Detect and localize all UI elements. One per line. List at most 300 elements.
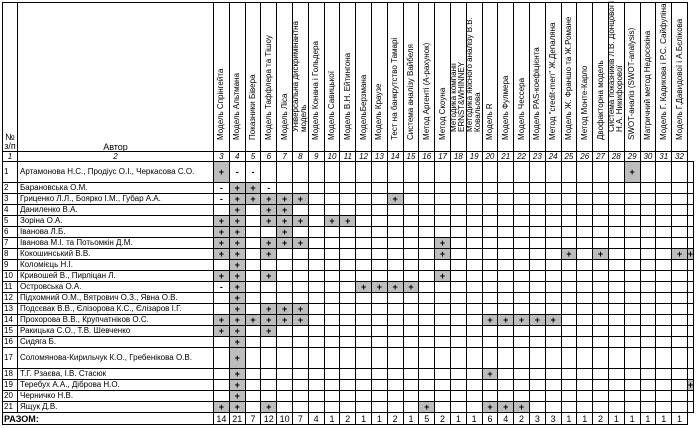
mark-cell: [608, 194, 624, 205]
index-cell-8: 8: [292, 152, 308, 162]
mark-cell: [214, 391, 230, 402]
mark-cell: [419, 260, 435, 271]
mark-cell: [387, 326, 403, 337]
mark-cell: [640, 205, 656, 216]
mark-cell: +: [672, 249, 688, 260]
method-name-4: Модель Таффлера та Тішоу: [263, 35, 273, 140]
mark-cell: [482, 238, 498, 249]
mark-cell: [261, 293, 277, 304]
mark-cell: [672, 238, 688, 249]
mark-cell: [292, 402, 308, 413]
mark-cell: [324, 326, 340, 337]
mark-cell: [466, 216, 482, 227]
mark-cell: [482, 293, 498, 304]
index-cell-16: 16: [419, 152, 435, 162]
method-name-2: Модель Альтмана: [232, 73, 242, 140]
mark-cell: [387, 238, 403, 249]
mark-cell: [687, 348, 693, 369]
mark-cell: +: [261, 402, 277, 413]
mark-cell: [308, 194, 324, 205]
mark-cell: [608, 260, 624, 271]
total-cell-22: 3: [545, 413, 561, 425]
mark-cell: [593, 348, 609, 369]
mark-cell: [387, 391, 403, 402]
mark-cell: [403, 162, 419, 183]
mark-cell: [340, 348, 356, 369]
mark-cell: [687, 282, 693, 293]
mark-cell: [245, 304, 261, 315]
mark-cell: [435, 282, 451, 293]
mark-cell: [545, 369, 561, 380]
mark-cell: [308, 271, 324, 282]
mark-cell: [435, 380, 451, 391]
mark-cell: [498, 194, 514, 205]
mark-cell: [514, 282, 530, 293]
mark-cell: [371, 380, 387, 391]
mark-cell: -: [214, 194, 230, 205]
total-cell-11: 1: [371, 413, 387, 425]
mark-cell: -: [214, 183, 230, 194]
mark-cell: +: [229, 391, 245, 402]
mark-cell: [514, 238, 530, 249]
total-cell-4: 12: [261, 413, 277, 425]
mark-cell: [324, 293, 340, 304]
index-cell-10: 10: [324, 152, 340, 162]
mark-cell: [261, 369, 277, 380]
mark-cell: [292, 162, 308, 183]
mark-cell: +: [214, 402, 230, 413]
mark-cell: [245, 205, 261, 216]
mark-cell: [608, 369, 624, 380]
method-name-1: Модель Спрінгейта: [216, 68, 226, 140]
mark-cell: [214, 205, 230, 216]
mark-cell: +: [292, 238, 308, 249]
mark-cell: [466, 183, 482, 194]
mark-cell: +: [292, 315, 308, 326]
mark-cell: [466, 348, 482, 369]
table-row: [3, 337, 694, 348]
mark-cell: [624, 205, 640, 216]
mark-cell: [577, 260, 593, 271]
total-cell-1: 14: [214, 413, 230, 425]
method-name-16: Методика компанії ERNST&WHINNEY: [449, 61, 467, 132]
table-row: [3, 249, 694, 260]
mark-cell: [640, 194, 656, 205]
mark-cell: [324, 194, 340, 205]
mark-cell: [245, 282, 261, 293]
mark-cell: [687, 271, 693, 282]
method-name-13: Система аналізу Вайбеля: [405, 44, 415, 140]
mark-cell: +: [292, 194, 308, 205]
mark-cell: [324, 369, 340, 380]
mark-cell: [403, 391, 419, 402]
mark-cell: [624, 348, 640, 369]
mark-cell: [608, 391, 624, 402]
mark-cell: +: [403, 282, 419, 293]
mark-cell: [514, 194, 530, 205]
mark-cell: [450, 249, 466, 260]
mark-cell: [593, 315, 609, 326]
index-cell-30: 30: [640, 152, 656, 162]
mark-cell: +: [387, 194, 403, 205]
mark-cell: [214, 260, 230, 271]
mark-cell: [356, 348, 372, 369]
row-number: 12: [3, 293, 18, 304]
mark-cell: [419, 194, 435, 205]
method-header-7: [308, 3, 324, 152]
mark-cell: [672, 216, 688, 227]
method-header-12: [387, 3, 403, 152]
mark-cell: [403, 227, 419, 238]
mark-cell: [561, 315, 577, 326]
mark-cell: [403, 380, 419, 391]
method-name-12: Тест на банкрутство Тамарі: [390, 37, 400, 140]
header-row: [3, 3, 694, 152]
row-number: 9: [3, 260, 18, 271]
mark-cell: [450, 205, 466, 216]
mark-cell: [466, 271, 482, 282]
mark-cell: +: [277, 205, 293, 216]
mark-cell: [687, 260, 693, 271]
mark-cell: [656, 238, 672, 249]
total-cell-7: 4: [308, 413, 324, 425]
mark-cell: [656, 205, 672, 216]
total-cell-13: 1: [403, 413, 419, 425]
mark-cell: [593, 205, 609, 216]
mark-cell: [514, 337, 530, 348]
mark-cell: [356, 369, 372, 380]
mark-cell: [593, 216, 609, 227]
method-name-21: Модель PAS-коефіцієнта: [532, 47, 542, 140]
mark-cell: +: [261, 194, 277, 205]
mark-cell: [608, 238, 624, 249]
mark-cell: [577, 315, 593, 326]
table-row: [3, 304, 694, 315]
mark-cell: [214, 304, 230, 315]
mark-cell: -: [261, 183, 277, 194]
mark-cell: [387, 205, 403, 216]
mark-cell: [387, 369, 403, 380]
mark-cell: +: [261, 271, 277, 282]
mark-cell: [561, 194, 577, 205]
mark-cell: [435, 402, 451, 413]
mark-cell: [466, 282, 482, 293]
method-header-4: [261, 3, 277, 152]
mark-cell: +: [687, 249, 694, 259]
mark-cell: [261, 162, 277, 183]
mark-cell: +: [356, 282, 372, 293]
method-name-26: Система показників Л.В. Донцової і Н.А. Никифорової: [607, 1, 625, 132]
mark-cell: [419, 282, 435, 293]
mark-cell: [624, 194, 640, 205]
mark-cell: [356, 260, 372, 271]
mark-cell: +: [229, 216, 245, 227]
mark-cell: [640, 348, 656, 369]
mark-cell: [514, 216, 530, 227]
method-header-8: [324, 3, 340, 152]
mark-cell: [340, 162, 356, 183]
mark-cell: [514, 205, 530, 216]
mark-cell: [324, 391, 340, 402]
table-row: [3, 315, 694, 326]
mark-cell: [403, 402, 419, 413]
mark-cell: [466, 337, 482, 348]
mark-cell: [450, 315, 466, 326]
author-cell: Коломієць Н.І.: [18, 260, 214, 271]
index-cell-22: 22: [514, 152, 530, 162]
index-cell-25: 25: [561, 152, 577, 162]
mark-cell: [529, 216, 545, 227]
mark-cell: +: [277, 304, 293, 315]
mark-cell: [371, 249, 387, 260]
mark-cell: [450, 238, 466, 249]
mark-cell: +: [514, 402, 530, 413]
table-row: [3, 271, 694, 282]
total-cell-8: 1: [324, 413, 340, 425]
mark-cell: [356, 271, 372, 282]
mark-cell: [577, 162, 593, 183]
mark-cell: [387, 348, 403, 369]
mark-cell: [640, 216, 656, 227]
index-cell-12: 12: [356, 152, 372, 162]
total-cell-16: 1: [450, 413, 466, 425]
index-cell-1: 1: [3, 152, 18, 162]
mark-cell: [277, 337, 293, 348]
mark-cell: [356, 162, 372, 183]
mark-cell: +: [687, 380, 694, 390]
mark-cell: [593, 326, 609, 337]
mark-cell: [245, 238, 261, 249]
mark-cell: [529, 369, 545, 380]
mark-cell: [466, 194, 482, 205]
method-header-27: [624, 3, 640, 152]
index-row: [3, 152, 694, 162]
method-name-5: Модель Ліса: [279, 93, 289, 140]
mark-cell: [593, 162, 609, 183]
mark-cell: [466, 162, 482, 183]
index-cell-27: 27: [593, 152, 609, 162]
mark-cell: [656, 260, 672, 271]
mark-cell: [498, 326, 514, 337]
mark-cell: [577, 194, 593, 205]
mark-cell: [292, 326, 308, 337]
mark-cell: [214, 348, 230, 369]
mark-cell: [245, 293, 261, 304]
mark-cell: +: [624, 162, 640, 183]
mark-cell: [593, 282, 609, 293]
total-cell-26: 1: [608, 413, 624, 425]
mark-cell: [545, 271, 561, 282]
mark-cell: -: [245, 162, 261, 183]
mark-cell: [292, 271, 308, 282]
mark-cell: [324, 238, 340, 249]
header-number: № з/п: [3, 3, 18, 152]
mark-cell: [608, 326, 624, 337]
author-cell: Подсєвак В.В., Єлізорова К.С., Єлізаров І.Г.: [18, 304, 214, 315]
mark-cell: [340, 391, 356, 402]
mark-cell: +: [261, 249, 277, 260]
mark-cell: [545, 391, 561, 402]
mark-cell: [245, 216, 261, 227]
method-name-11: Модель Краузе: [374, 83, 384, 140]
method-header-2: [229, 3, 245, 152]
mark-cell: [577, 227, 593, 238]
mark-cell: [545, 380, 561, 391]
mark-cell: [340, 249, 356, 260]
mark-cell: +: [498, 402, 514, 413]
author-cell: Артамонова Н.С., Продіус О.І., Черкасова С.О.: [18, 162, 214, 183]
mark-cell: [387, 271, 403, 282]
mark-cell: +: [277, 194, 293, 205]
mark-cell: [498, 337, 514, 348]
author-cell: Ракицька С.О., Т.В. Шевченко: [18, 326, 214, 337]
row-number: 13: [3, 304, 18, 315]
mark-cell: [545, 293, 561, 304]
method-header-17: [466, 3, 482, 152]
mark-cell: [498, 282, 514, 293]
mark-cell: [466, 369, 482, 380]
mark-cell: [498, 271, 514, 282]
mark-cell: [277, 369, 293, 380]
mark-cell: [277, 183, 293, 194]
mark-cell: [608, 282, 624, 293]
mark-cell: [687, 391, 693, 402]
mark-cell: [419, 205, 435, 216]
mark-cell: +: [261, 315, 277, 326]
row-number: 7: [3, 238, 18, 249]
mark-cell: [672, 194, 688, 205]
mark-cell: [261, 260, 277, 271]
index-cell-6: 6: [261, 152, 277, 162]
mark-cell: +: [214, 227, 230, 238]
mark-cell: [308, 337, 324, 348]
mark-cell: [292, 183, 308, 194]
method-name-22: Метод "credit-men" Ж.Депаляна: [548, 22, 558, 140]
mark-cell: [450, 216, 466, 227]
mark-cell: +: [229, 348, 245, 369]
mark-cell: [577, 402, 593, 413]
table-row: [3, 162, 694, 183]
table-row: [3, 216, 694, 227]
mark-cell: [308, 183, 324, 194]
mark-cell: [640, 315, 656, 326]
mark-cell: [214, 293, 230, 304]
mark-cell: [545, 348, 561, 369]
mark-cell: [308, 260, 324, 271]
mark-cell: [356, 205, 372, 216]
mark-cell: [593, 369, 609, 380]
mark-cell: [640, 162, 656, 183]
mark-cell: [245, 326, 261, 337]
mark-cell: [435, 162, 451, 183]
mark-cell: [435, 194, 451, 205]
mark-cell: [624, 282, 640, 293]
author-cell: Кривошей В., Пирліцан Л.: [18, 271, 214, 282]
mark-cell: [498, 216, 514, 227]
mark-cell: [387, 249, 403, 260]
mark-cell: [640, 326, 656, 337]
total-cell-28: 1: [640, 413, 656, 425]
mark-cell: [277, 260, 293, 271]
mark-cell: [498, 249, 514, 260]
method-name-14: Метод Аргенті (А-рахунок): [421, 42, 431, 140]
mark-cell: [529, 260, 545, 271]
mark-cell: [324, 227, 340, 238]
mark-cell: +: [245, 315, 261, 326]
mark-cell: [561, 282, 577, 293]
mark-cell: [498, 304, 514, 315]
mark-cell: [529, 380, 545, 391]
mark-cell: [577, 293, 593, 304]
mark-cell: +: [482, 369, 498, 380]
mark-cell: [466, 293, 482, 304]
total-cell-25: 2: [593, 413, 609, 425]
mark-cell: [403, 326, 419, 337]
index-cell-21: 21: [498, 152, 514, 162]
mark-cell: [608, 205, 624, 216]
mark-cell: +: [214, 326, 230, 337]
mark-cell: [403, 348, 419, 369]
mark-cell: [624, 227, 640, 238]
mark-cell: [624, 216, 640, 227]
mark-cell: [387, 380, 403, 391]
mark-cell: [466, 326, 482, 337]
mark-cell: [561, 326, 577, 337]
mark-cell: [672, 227, 688, 238]
mark-cell: [356, 315, 372, 326]
mark-cell: [371, 194, 387, 205]
mark-cell: [593, 402, 609, 413]
mark-cell: [545, 227, 561, 238]
mark-cell: [261, 380, 277, 391]
mark-cell: [466, 260, 482, 271]
mark-cell: [450, 391, 466, 402]
total-cell-18: 6: [482, 413, 498, 425]
method-header-18: [482, 3, 498, 152]
author-cell: Підхомний О.М., Вятрович О.З., Явна О.В.: [18, 293, 214, 304]
mark-cell: [593, 227, 609, 238]
mark-cell: [214, 369, 230, 380]
table-row: [3, 326, 694, 337]
mark-cell: [340, 402, 356, 413]
mark-cell: [403, 205, 419, 216]
index-cell-15: 15: [403, 152, 419, 162]
mark-cell: +: [229, 293, 245, 304]
mark-cell: [245, 260, 261, 271]
index-cell-29: 29: [624, 152, 640, 162]
mark-cell: [624, 293, 640, 304]
mark-cell: [324, 183, 340, 194]
mark-cell: [324, 282, 340, 293]
mark-cell: [577, 326, 593, 337]
mark-cell: [656, 216, 672, 227]
mark-cell: [514, 271, 530, 282]
mark-cell: [687, 315, 693, 326]
method-header-13: [403, 3, 419, 152]
method-header-30: [672, 3, 688, 152]
mark-cell: [498, 369, 514, 380]
mark-cell: [324, 304, 340, 315]
mark-cell: [640, 183, 656, 194]
mark-cell: [214, 380, 230, 391]
mark-cell: [656, 271, 672, 282]
mark-cell: [277, 282, 293, 293]
index-cell-23: 23: [529, 152, 545, 162]
mark-cell: [577, 183, 593, 194]
method-header-1: [214, 3, 230, 152]
mark-cell: [356, 293, 372, 304]
mark-cell: [419, 293, 435, 304]
